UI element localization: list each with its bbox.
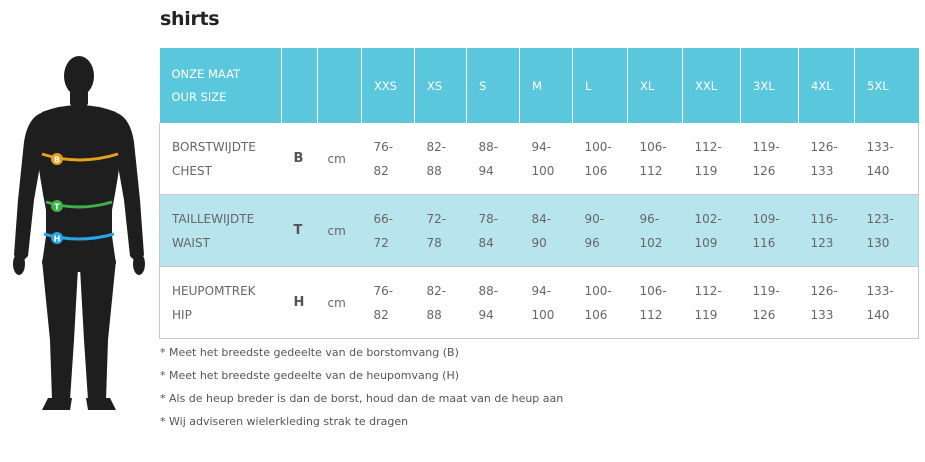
- size-value-range-end: 88: [426, 163, 442, 178]
- footnote: * Meet het breedste gedeelte van de heupomvang (H): [160, 369, 460, 382]
- size-value-range-start: 84-: [531, 211, 552, 226]
- size-value-cell: [799, 267, 855, 339]
- footnote: * Als de heup breder is dan de borst, houd dan de maat van de heup aan: [160, 392, 564, 405]
- table-header-row: [160, 48, 919, 123]
- size-value-range-end: 130: [866, 235, 890, 250]
- size-value-cell: [362, 267, 415, 339]
- size-value-range-start: 112-: [694, 283, 722, 298]
- size-value-range-end: 100: [531, 163, 555, 178]
- measurement-label-cell: [160, 195, 282, 267]
- size-value-range-end: 106: [584, 163, 608, 178]
- our-size-label-nl: ONZE MAAT: [171, 66, 241, 81]
- size-value-range-end: 116: [752, 235, 776, 250]
- size-header: XL: [628, 48, 683, 123]
- size-header: L: [573, 48, 628, 123]
- size-header: XXL: [683, 48, 741, 123]
- size-value-range-end: 126: [752, 307, 776, 322]
- size-value-range-start: 126-: [810, 139, 838, 154]
- size-value-range-start: 116-: [810, 211, 838, 226]
- size-value-cell: [628, 123, 683, 195]
- header-code-cell: [282, 48, 318, 123]
- waist-marker: [51, 200, 63, 212]
- measurement-unit: cm: [318, 123, 362, 195]
- size-value-range-end: 82: [373, 307, 389, 322]
- size-value-cell: [467, 195, 520, 267]
- size-value-range-start: 112-: [694, 139, 722, 154]
- size-value-range-start: 96-: [639, 211, 660, 226]
- svg-text:B: B: [53, 155, 61, 165]
- size-value-range-end: 112: [639, 307, 663, 322]
- size-value-range-start: 72-: [426, 211, 447, 226]
- size-value-range-end: 88: [426, 307, 442, 322]
- size-value-cell: [520, 195, 573, 267]
- size-value-range-end: 140: [866, 307, 890, 322]
- footnote: * Wij adviseren wielerkleding strak te dragen: [160, 415, 409, 428]
- size-value-cell: [467, 267, 520, 339]
- size-value-range-end: 126: [752, 163, 776, 178]
- size-value-cell: [628, 267, 683, 339]
- size-value-range-end: 123: [810, 235, 834, 250]
- chest-row: [160, 123, 919, 195]
- size-value-cell: [683, 267, 741, 339]
- hip-marker: [51, 232, 63, 244]
- size-header: M: [520, 48, 573, 123]
- measurement-label-cell: [160, 267, 282, 339]
- size-value-cell: [741, 123, 799, 195]
- size-value-range-start: 76-: [373, 139, 394, 154]
- size-value-cell: [855, 195, 919, 267]
- size-value-cell: [799, 123, 855, 195]
- size-value-range-start: 100-: [584, 139, 612, 154]
- size-value-range-end: 119: [694, 307, 718, 322]
- size-value-range-start: 82-: [426, 139, 447, 154]
- size-value-cell: [415, 123, 467, 195]
- size-value-range-start: 90-: [584, 211, 605, 226]
- chest-marker: [51, 153, 63, 165]
- footnote: * Meet het breedste gedeelte van de borstomvang (B): [160, 346, 459, 359]
- size-value-range-end: 112: [639, 163, 663, 178]
- measurement-unit: cm: [318, 267, 362, 339]
- size-value-range-end: 90: [531, 235, 547, 250]
- size-value-range-start: 106-: [639, 139, 667, 154]
- our-size-label-en: OUR SIZE: [171, 89, 227, 104]
- size-header: XXS: [362, 48, 415, 123]
- footnotes: [160, 344, 563, 436]
- size-value-cell: [520, 267, 573, 339]
- size-value-range-end: 84: [478, 235, 494, 250]
- measurement-label-en: HIP: [172, 307, 192, 322]
- size-value-cell: [520, 123, 573, 195]
- size-value-range-end: 133: [810, 163, 834, 178]
- body-silhouette: [13, 56, 145, 410]
- size-value-range-start: 102-: [694, 211, 722, 226]
- size-value-cell: [741, 195, 799, 267]
- size-value-range-end: 72: [373, 235, 389, 250]
- size-value-range-end: 102: [639, 235, 663, 250]
- measurement-code: T: [282, 195, 318, 267]
- size-value-cell: [855, 123, 919, 195]
- size-value-cell: [799, 195, 855, 267]
- size-value-cell: [362, 195, 415, 267]
- measurement-label-cell: [160, 123, 282, 195]
- size-header: 5XL: [855, 48, 919, 123]
- size-value-cell: [573, 123, 628, 195]
- size-value-range-start: 94-: [531, 283, 552, 298]
- size-value-cell: [362, 123, 415, 195]
- measurement-label-en: WAIST: [172, 235, 210, 250]
- size-value-range-end: 106: [584, 307, 608, 322]
- measurement-label-nl: HEUPOMTREK: [172, 283, 256, 298]
- size-value-range-start: 126-: [810, 283, 838, 298]
- page-title: shirts: [160, 8, 220, 30]
- our-size-header: [160, 48, 282, 123]
- size-table: [159, 48, 919, 339]
- size-value-range-end: 133: [810, 307, 834, 322]
- measurement-code: H: [282, 267, 318, 339]
- measurement-unit: cm: [318, 195, 362, 267]
- measurement-code: B: [282, 123, 318, 195]
- size-value-range-start: 119-: [752, 283, 780, 298]
- waist-row: [160, 195, 919, 267]
- size-value-range-start: 76-: [373, 283, 394, 298]
- size-value-range-start: 82-: [426, 283, 447, 298]
- hip-row: [160, 267, 919, 339]
- size-value-range-start: 106-: [639, 283, 667, 298]
- size-value-range-start: 100-: [584, 283, 612, 298]
- size-value-range-start: 133-: [866, 283, 894, 298]
- size-value-range-start: 78-: [478, 211, 499, 226]
- size-value-range-start: 123-: [866, 211, 894, 226]
- size-value-range-end: 140: [866, 163, 890, 178]
- size-value-range-start: 88-: [478, 283, 499, 298]
- svg-text:H: H: [53, 234, 61, 244]
- svg-text:T: T: [54, 202, 60, 212]
- measurement-label-nl: BORSTWIJDTE: [172, 139, 256, 154]
- measurement-label-en: CHEST: [172, 163, 212, 178]
- size-value-range-end: 109: [694, 235, 718, 250]
- size-value-range-end: 78: [426, 235, 442, 250]
- size-value-range-end: 119: [694, 163, 718, 178]
- header-unit-cell: [318, 48, 362, 123]
- size-value-cell: [683, 195, 741, 267]
- size-value-cell: [573, 267, 628, 339]
- size-value-cell: [741, 267, 799, 339]
- size-value-cell: [683, 123, 741, 195]
- size-value-range-start: 66-: [373, 211, 394, 226]
- size-value-range-end: 96: [584, 235, 600, 250]
- body-measurement-figure: [8, 50, 150, 415]
- size-value-range-end: 94: [478, 163, 494, 178]
- size-header: S: [467, 48, 520, 123]
- size-value-range-end: 94: [478, 307, 494, 322]
- size-value-cell: [467, 123, 520, 195]
- size-value-cell: [855, 267, 919, 339]
- size-header: 4XL: [799, 48, 855, 123]
- size-value-cell: [415, 195, 467, 267]
- measurement-label-nl: TAILLEWIJDTE: [172, 211, 255, 226]
- size-header: XS: [415, 48, 467, 123]
- size-value-range-start: 119-: [752, 139, 780, 154]
- size-value-cell: [628, 195, 683, 267]
- size-value-cell: [573, 195, 628, 267]
- size-value-cell: [415, 267, 467, 339]
- size-value-range-start: 88-: [478, 139, 499, 154]
- size-value-range-end: 100: [531, 307, 555, 322]
- size-value-range-start: 133-: [866, 139, 894, 154]
- size-value-range-start: 94-: [531, 139, 552, 154]
- size-value-range-end: 82: [373, 163, 389, 178]
- size-header: 3XL: [741, 48, 799, 123]
- size-value-range-start: 109-: [752, 211, 780, 226]
